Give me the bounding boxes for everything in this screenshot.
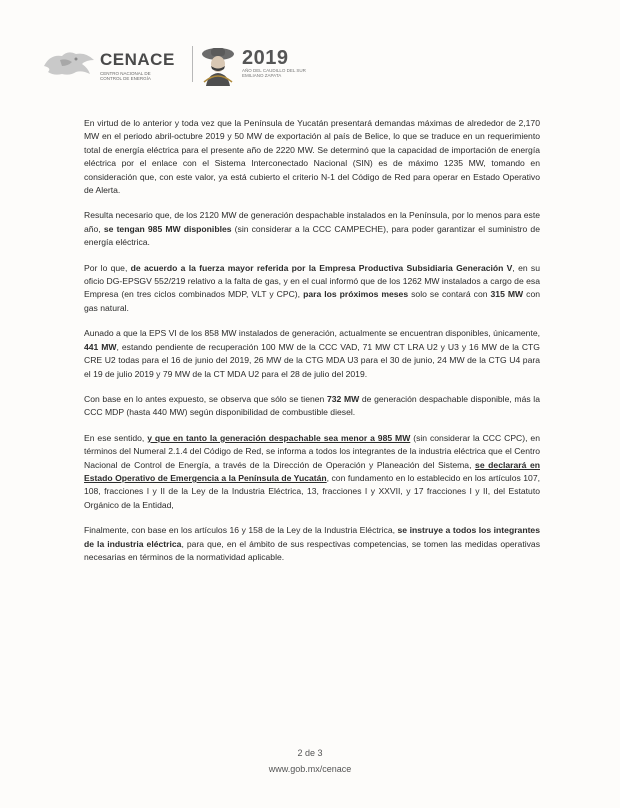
body-text: , estando pendiente de recuperación 100 MW de la CCC VAD, 71 MW CT LRA U2 y U3 y 16 MW de la CTG CRE U2 todas para el 16 de junio del 2019, 26 MW de la CTG MDA U3 para el 30 de junio, 24 MW de la CTG U4 para el 19 de julio 2019 y 79 MW de la CT MDA U2 para el 28 de julio del 2019. [84, 341, 540, 379]
body-text: Resulta necesario que, de los 2120 MW de generación despachable instalados en la Península, por lo menos para este año, [84, 210, 540, 234]
body-text: de generación despachable disponible, más la CCC MDP (hasta 440 MW) según disponibilidad de combustible diesel. [84, 393, 540, 418]
body-text: En virtud de lo anterior y toda vez que la Península de Yucatán presentará demandas máximas de alrededor de 2,170 MW en el periodo abril-octubre 2019 y 50 MW de exportación al país de Belice, lo que se traduce en un requerimiento total de energía eléctrica para el presente año de 2220 MW. Se determinó que la capacidad de importación de energía eléctrica por el enlace con el Sistema Interconectado Nacional (SIN) es de máximo 1235 MW, tomando en consideración que, con este valor, ya está cubierto el criterio N-1 del Código de Red para operar en Estado Operativo de Alerta. [84, 118, 540, 196]
paragraph [84, 327, 540, 381]
emphasis-text: se instruye a todos los integrantes de la industria eléctrica [84, 525, 540, 549]
body-text: Con base en lo antes expuesto, se observa que sólo se tienen [84, 393, 327, 404]
emphasis-text: de acuerdo a la fuerza mayor referida por la Empresa Productiva Subsidiaria Generación V [130, 262, 513, 273]
eagle-logo-icon [42, 48, 96, 78]
paragraph [84, 117, 540, 197]
year-subtitle: AÑO DEL CAUDILLO DEL SUR EMILIANO ZAPATA [242, 68, 306, 78]
body-text: solo se contará con [408, 289, 491, 300]
page-number: 2 de 3 [297, 748, 323, 758]
brand-name: CENACE [100, 50, 175, 69]
body-text: Aunado a que la EPS VI de los 858 MW instalados de generación, actualmente se encuentran disponibles, únicamente, [84, 328, 540, 339]
paragraph [84, 393, 540, 420]
year-text: 2019 [242, 47, 289, 69]
footer-url: www.gob.mx/cenace [268, 764, 352, 774]
emphasis-text: 441 MW [84, 341, 117, 352]
emphasis-text: 315 MW [490, 289, 524, 300]
emphasis-text: para los próximos meses [303, 289, 409, 300]
body-text: con gas natural. [84, 289, 541, 313]
body-text: Finalmente, con base en los artículos 16 y 158 de la Ley de la Industria Eléctrica, [84, 525, 398, 536]
paragraph [84, 209, 540, 249]
zapata-portrait-icon [200, 44, 236, 86]
body-text: En ese sentido, [84, 432, 148, 443]
body-text: Por lo que, [84, 262, 131, 273]
paragraph [84, 432, 540, 512]
paragraph [84, 524, 540, 564]
brand-subtitle: CENTRO NACIONAL DE CONTROL DE ENERGÍA [100, 71, 151, 81]
body-text: (sin considerar la CCC CPC), en términos del Numeral 2.1.4 del Código de Red, se informa a todos los integrantes de la industria eléctrica que el Centro Nacional de Control de Energía, a través de la Dirección de Operación y Planeación del Sistema, [84, 432, 540, 470]
body-text: , con fundamento en lo establecido en los artículos 107, 108, fracciones I y II de la Ley de la Industria Eléctrica, 13, fracciones I y XXVII, y 17 fracciones I y II, del Estatuto Orgánico de la Entidad, [84, 472, 540, 510]
emphasis-text: se tengan 985 MW disponibles [103, 223, 232, 234]
emphasis-text: 732 MW [326, 393, 360, 404]
header-divider [192, 46, 193, 82]
letterhead [42, 40, 342, 88]
emphasis-text: y que en tanto la generación despachable sea menor a 985 MW [147, 432, 411, 443]
paragraph [84, 262, 540, 316]
year-block [242, 48, 312, 78]
body-text: , en su oficio DG-EPSGV 552/219 relativo a la falta de gas, y en el cual informó que de los 1262 MW instalados a cargo de esa Empresa (en tres ciclos combinados MDP, VLT y CPC), [84, 262, 540, 300]
body-text: , para que, en el ámbito de sus respectivas competencias, se tomen las medidas operativas necesarias en términos de la normatividad aplicable. [84, 538, 540, 562]
body-text: (sin considerar a la CCC CAMPECHE), para poder garantizar el suministro de energía eléctrica. [84, 223, 540, 248]
brand [100, 50, 175, 81]
letter-body [84, 117, 540, 576]
emphasis-text: se declarará en Estado Operativo de Emergencia a la Península de Yucatán [84, 459, 540, 483]
